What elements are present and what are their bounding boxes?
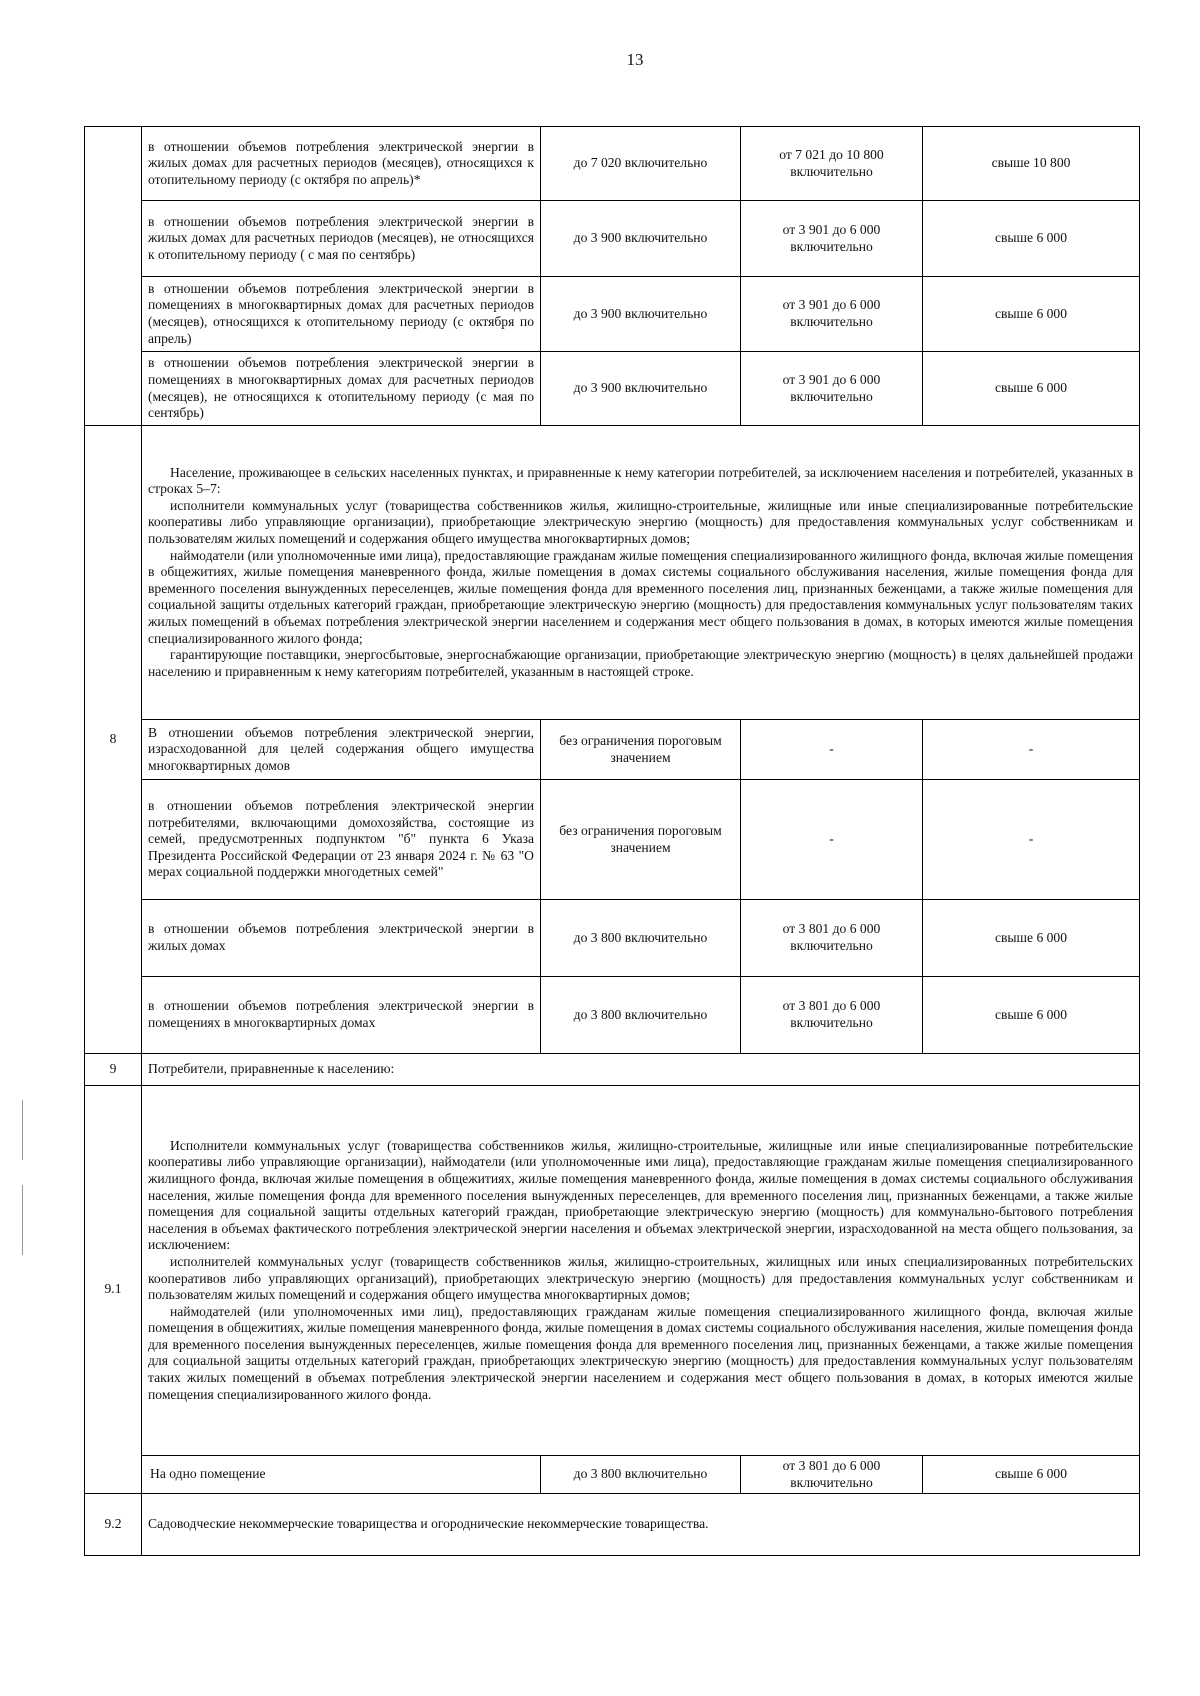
threshold-low: до 7 020 включительно — [541, 127, 741, 201]
row-9-2-description: Садоводческие некоммерческие товарищества и огороднические некоммерческие товарищества. — [142, 1494, 1140, 1556]
scan-artifact-line — [22, 1100, 23, 1160]
threshold-mid: от 3 801 до 6 000 включительно — [741, 900, 923, 977]
threshold-low: до 3 800 включительно — [541, 977, 741, 1054]
row-number: 9.1 — [85, 1086, 142, 1494]
row-description: в отношении объемов потребления электрической энергии потребителями, включающими домохозяйства, состоящие из семей, предусмотренных подпунктом "б" пункта 6 Указа Президента Российской Федерации от 23 января 2024 г. № 63 "О мерах социальной поддержки многодетных семей" — [142, 780, 541, 900]
row-description: в отношении объемов потребления электрической энергии в помещениях в многоквартирных домах — [142, 977, 541, 1054]
threshold-low: до 3 900 включительно — [541, 201, 741, 277]
row-9-1-description — [142, 1086, 1140, 1456]
threshold-high: - — [923, 780, 1140, 900]
threshold-mid: от 7 021 до 10 800 включительно — [741, 127, 923, 201]
threshold-high: свыше 10 800 — [923, 127, 1140, 201]
threshold-high: свыше 6 000 — [923, 900, 1140, 977]
threshold-high: свыше 6 000 — [923, 201, 1140, 277]
table-row — [85, 1086, 1140, 1456]
threshold-mid: - — [741, 720, 923, 780]
table-row — [85, 1494, 1140, 1556]
row-number-empty — [85, 127, 142, 426]
paragraph: наймодатели (или уполномоченные ими лица), предоставляющие гражданам жилые помещения специализированного жилищного фонда, включая жилые помещения в общежитиях, жилые помещения маневренного фонда, жилые помещения в домах системы социального обслуживания населения, жилые помещения фонда для временного поселения вынужденных переселенцев, жилые помещения фонда для временного поселения лиц, признанных беженцами, а также жилые помещения для социальной защиты отдельных категорий граждан, приобретающие электрическую энергию (мощность) для предоставления коммунальных услуг пользователям таких жилых помещений в объемах потребления электрической энергии населением и содержания мест общего пользования в домах, в которых имеются жилые помещения специализированного жилого фонда; — [148, 547, 1133, 646]
row-description: в отношении объемов потребления электрической энергии в помещениях в многоквартирных домах для расчетных периодов (месяцев), относящихся к отопительному периоду (с октября по апрель) — [142, 277, 541, 352]
row-9-description: Потребители, приравненные к населению: — [142, 1054, 1140, 1086]
page-number: 13 — [626, 50, 644, 69]
threshold-high: свыше 6 000 — [923, 352, 1140, 426]
paragraph: Население, проживающее в сельских населенных пунктах, и приравненные к нему категории потребителей, за исключением населения и потребителей, указанных в строках 5–7: — [148, 464, 1133, 497]
threshold-low: без ограничения пороговым значением — [541, 720, 741, 780]
threshold-mid: от 3 901 до 6 000 включительно — [741, 352, 923, 426]
row-description: в отношении объемов потребления электрической энергии в жилых домах — [142, 900, 541, 977]
threshold-mid: от 3 901 до 6 000 включительно — [741, 201, 923, 277]
row-number: 8 — [85, 426, 142, 1054]
paragraph: исполнителей коммунальных услуг (товариществ собственников жилья, жилищно-строительных, жилищных или иных специализированных потребительских кооперативов либо управляющих организаций), приобретающих электрическую энергию (мощность) для предоставления коммунальных услуг собственникам и пользователям жилых помещений и содержания общего имущества многоквартирных домов; — [148, 1253, 1133, 1303]
threshold-mid: от 3 801 до 6 000 включительно — [741, 1456, 923, 1494]
row-number: 9.2 — [85, 1494, 142, 1556]
table-row — [85, 1456, 1140, 1494]
threshold-mid: от 3 801 до 6 000 включительно — [741, 977, 923, 1054]
threshold-low: без ограничения пороговым значением — [541, 780, 741, 900]
threshold-low: до 3 900 включительно — [541, 352, 741, 426]
threshold-high: свыше 6 000 — [923, 1456, 1140, 1494]
paragraph: гарантирующие поставщики, энергосбытовые, энергоснабжающие организации, приобретающие электрическую энергию (мощность) в целях дальнейшей продажи населению и приравненным к нему категориям потребителей, указанным в настоящей строке. — [148, 647, 1133, 679]
table-row — [85, 977, 1140, 1054]
table-row — [85, 900, 1140, 977]
table-row — [85, 780, 1140, 900]
threshold-low: до 3 900 включительно — [541, 277, 741, 352]
threshold-low: до 3 800 включительно — [541, 900, 741, 977]
row-description: На одно помещение — [142, 1456, 541, 1494]
table-row — [85, 201, 1140, 277]
paragraph: Исполнители коммунальных услуг (товарищества собственников жилья, жилищно-строительные, жилищные или иные специализированные потребительские кооперативы либо управляющие организации), наймодатели (или уполномоченные ими лица), предоставляющие гражданам жилые помещения специализированного жилищного фонда, включая жилые помещения в общежитиях, жилые помещения маневренного фонда, жилые помещения в домах системы социального обслуживания населения, жилые помещения фонда для временного поселения вынужденных переселенцев, для временного поселения лиц, признанных беженцами, а также жилые помещения для социальной защиты отдельных категорий граждан, приобретающие электрическую энергию (мощность) для коммунально-бытового потребления населения в объемах фактического потребления электрической энергии населения и объемах электрической энергии, израсходованной на места общего пользования, за исключением: — [148, 1137, 1133, 1253]
row-description: В отношении объемов потребления электрической энергии, израсходованной для целей содержания общего имущества многоквартирных домов — [142, 720, 541, 780]
table-row — [85, 277, 1140, 352]
threshold-mid: от 3 901 до 6 000 включительно — [741, 277, 923, 352]
row-8-description — [142, 426, 1140, 720]
scan-artifact-line — [22, 1185, 23, 1255]
paragraph: наймодателей (или уполномоченных ими лиц), предоставляющих гражданам жилые помещения специализированного жилищного фонда, включая жилые помещения в общежитиях, жилые помещения маневренного фонда, жилые помещения в домах системы социального обслуживания населения, жилые помещения фонда для временного поселения вынужденных переселенцев, жилые помещения фонда для временного поселения лиц, признанных беженцами, а также жилые помещения для социальной защиты отдельных категорий граждан, приобретающих электрическую энергию (мощность) для предоставления коммунальных услуг пользователям таких жилых помещений в объемах потребления электрической энергии населением и содержания мест общего пользования в домах, в которых имеются жилые помещения специализированного жилого фонда. — [148, 1303, 1133, 1402]
row-description: в отношении объемов потребления электрической энергии в помещениях в многоквартирных домах для расчетных периодов (месяцев), не относящихся к отопительному периоду (с мая по сентябрь) — [142, 352, 541, 426]
threshold-low: до 3 800 включительно — [541, 1456, 741, 1494]
table-row — [85, 127, 1140, 201]
tariff-table — [84, 126, 1140, 1556]
table-row — [85, 720, 1140, 780]
threshold-high: свыше 6 000 — [923, 977, 1140, 1054]
table-row — [85, 1054, 1140, 1086]
row-description: в отношении объемов потребления электрической энергии в жилых домах для расчетных периодов (месяцев), не относящихся к отопительному периоду ( с мая по сентябрь) — [142, 201, 541, 277]
threshold-high: - — [923, 720, 1140, 780]
threshold-mid: - — [741, 780, 923, 900]
table-row — [85, 426, 1140, 720]
row-number: 9 — [85, 1054, 142, 1086]
table-row — [85, 352, 1140, 426]
row-description: в отношении объемов потребления электрической энергии в жилых домах для расчетных периодов (месяцев), относящихся к отопительному периоду (с октября по апрель)* — [142, 127, 541, 201]
paragraph: исполнители коммунальных услуг (товарищества собственников жилья, жилищно-строительные, жилищные или иные специализированные потребительские кооперативы либо управляющие организации), приобретающие электрическую энергию (мощность) для предоставления коммунальных услуг собственникам и пользователям жилых помещений и содержания общего имущества многоквартирных домов; — [148, 497, 1133, 547]
threshold-high: свыше 6 000 — [923, 277, 1140, 352]
